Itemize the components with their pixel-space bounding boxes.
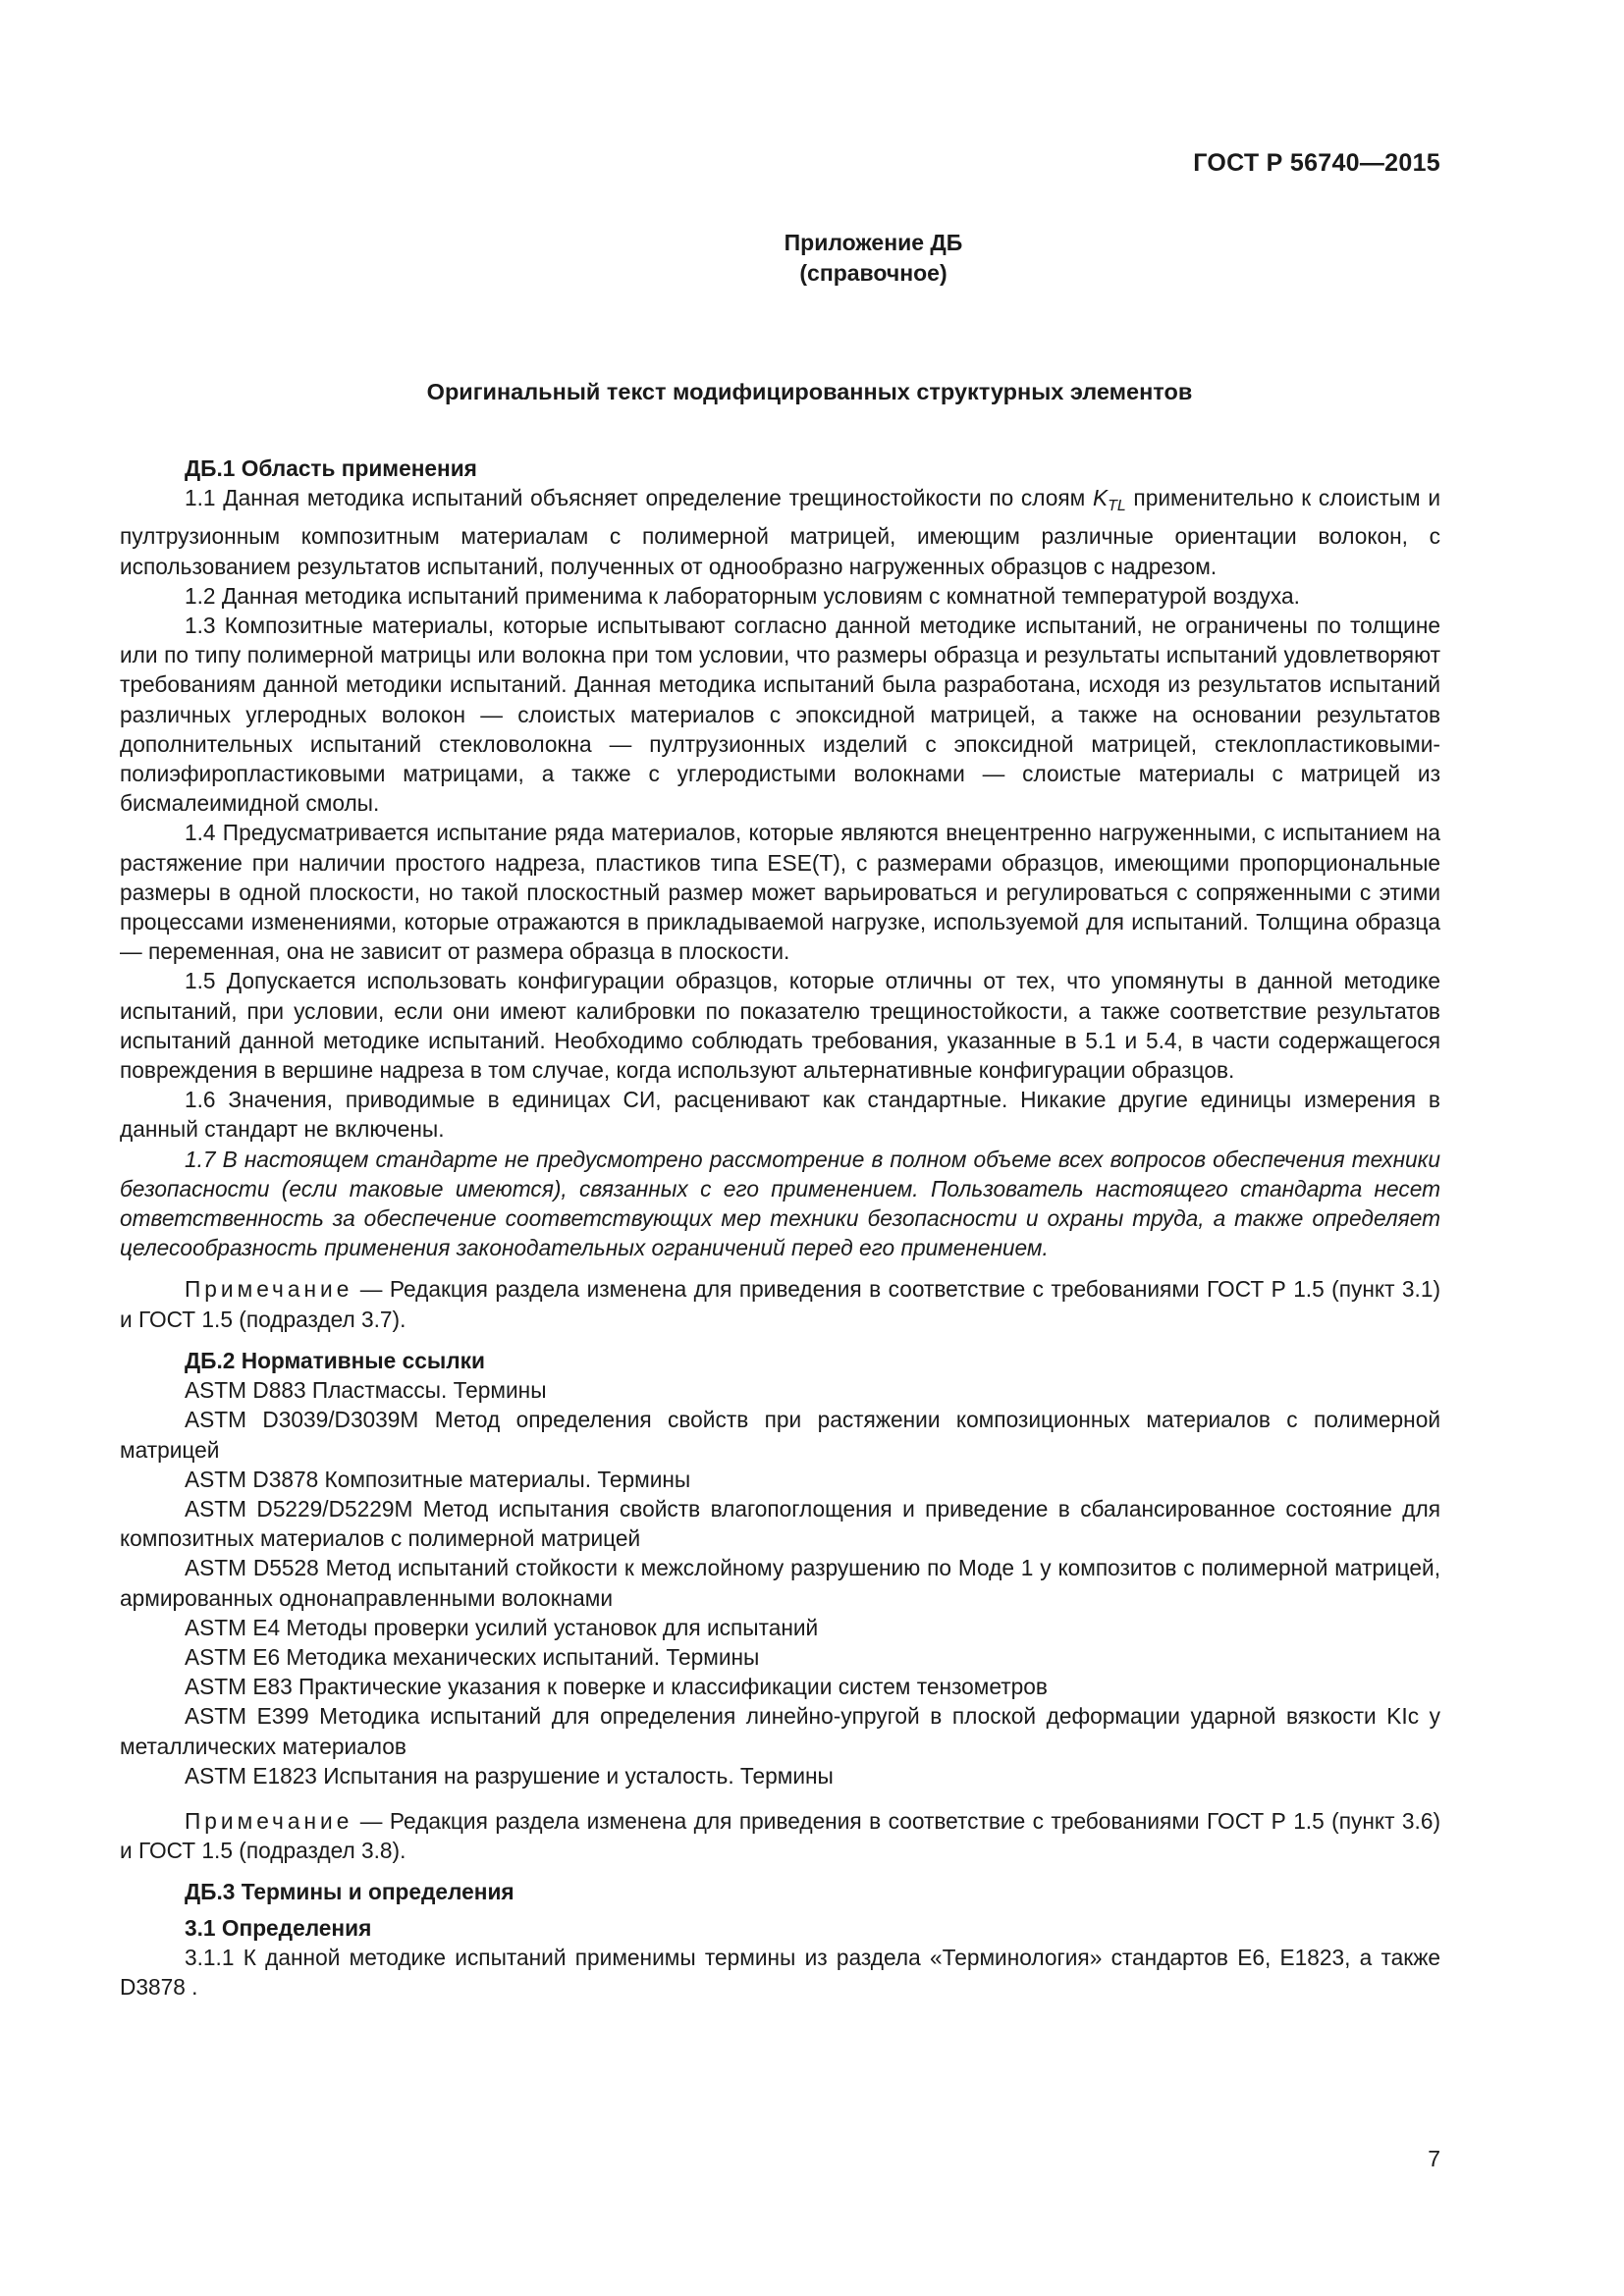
k-subscript: TL: [1108, 498, 1126, 515]
paragraph-3-1-1: 3.1.1 К данной методике испытаний применимы термины из раздела «Терминология» стандартов E6, E1823, а также D3878 .: [120, 1944, 1440, 2000]
paragraph-1-3: 1.3 Композитные материалы, которые испытывают согласно данной методике испытаний, не ограничены по толщине или по типу полимерной матрицы или волокна при том условии, что размеры образца и результаты испытаний удовлетворяют требованиям данной методики испытаний. Данная методика испытаний была разработана, исходя из результатов испытаний различных углеродных волокон — слоистых материалов с эпоксидной матрицей, а также на основании результатов дополнительных испытаний стекловолокна — пултрузионных изделий с эпоксидной матрицей, стеклопластиковыми-полиэфиропластиковыми матрицами, а также с углеродистыми волокнами — слоистые материалы с матрицей из бисмалеимидной смолы.: [120, 613, 1440, 817]
paragraph-1-6: 1.6 Значения, приводимые в единицах СИ, расценивают как стандартные. Никакие другие единицы измерения в данный стандарт не включены.: [120, 1087, 1440, 1143]
page-number: 7: [1428, 2146, 1440, 2171]
paragraph-1-7: 1.7 В настоящем стандарте не предусмотрено рассмотрение в полном объеме всех вопросов обеспечения техники безопасности (если таковые имеются), связанных с его применением. Пользователь настоящего стандарта несет ответственность за обеспечение соответствующих мер техники безопасности и охраны труда, а также определяет целесообразность применения законодательных ограничений перед его применением.: [120, 1146, 1440, 1261]
main-title: [120, 379, 1440, 405]
paragraph-1-5: 1.5 Допускается использовать конфигурации образцов, которые отличны от тех, что упомянуты в данной методике испытаний, при условии, если они имеют калибровки по показателю трещиностойкости, а также соответствие результатов испытаний данной методике испытаний. Необходимо соблюдать требования, указанные в 5.1 и 5.4, в части содержащегося повреждения в вершине надреза в том случае, когда используют альтернативные конфигурации образцов.: [120, 968, 1440, 1084]
subsection-3-1-heading: 3.1 Определения: [185, 1914, 372, 1941]
section-db2-heading: ДБ.2 Нормативные ссылки: [185, 1347, 485, 1373]
paragraph-1-2: 1.2 Данная методика испытаний применима к лабораторным условиям с комнатной температурой воздуха.: [185, 582, 1300, 609]
paragraph-1-1: [120, 483, 1440, 581]
reference-item: ASTM D3039/D3039M Метод определения свойств при растяжении композиционных материалов с полимерной матрицей: [120, 1407, 1440, 1463]
reference-item: ASTM E83 Практические указания к поверке и классификации систем тензометров: [185, 1674, 1048, 1700]
reference-item: ASTM E6 Методика механических испытаний. Термины: [185, 1643, 760, 1670]
note-label: Примечание: [185, 1807, 353, 1834]
reference-item: ASTM D5528 Метод испытаний стойкости к межслойному разрушению по Моде 1 у композитов с полимерной матрицей, армированных однонаправленными волокнами: [120, 1555, 1440, 1611]
appendix-title: Приложение ДБ: [784, 230, 963, 255]
note-db1: [120, 1274, 1440, 1333]
paragraph-1-4: 1.4 Предусматривается испытание ряда материалов, которые являются внецентренно нагруженными, с испытанием на растяжение при наличии простого надреза, пластиков типа ESE(T), с размерами образцов, имеющими пропорциональные размеры в одной плоскости, но такой плоскостный размер может варьироваться и регулироваться с сопряженными с этими процессами изменениями, которые отражаются в прикладываемой нагрузке, используемой для испытаний. Толщина образца — переменная, она не зависит от размера образца в плоскости.: [120, 820, 1440, 965]
reference-item: ASTM D883 Пластмассы. Термины: [185, 1377, 547, 1404]
note-text: — Редакция раздела изменена для приведения в соответствие с требованиями ГОСТ Р 1.5 (пункт 3.1) и ГОСТ 1.5 (подраздел 3.7).: [120, 1276, 1440, 1332]
section-db1-heading: ДБ.1 Область применения: [185, 455, 477, 481]
k-symbol: K: [1092, 485, 1109, 511]
document-body: [120, 454, 1440, 2002]
section-db3-heading: ДБ.3 Термины и определения: [185, 1879, 514, 1905]
paragraph-1-1-before: 1.1 Данная методика испытаний объясняет определение трещиностойкости по слоям: [185, 485, 1093, 511]
paragraph-1-1-after: применительно к слоистым и пултрузионным композитным материалам с полимерной матрицей, имеющим различные ориентации волокон, с использованием результатов испытаний, полученных от однообразно нагруженных образцов с надрезом.: [120, 485, 1441, 579]
reference-item: ASTM E1823 Испытания на разрушение и усталость. Термины: [185, 1762, 834, 1789]
main-title-text: Оригинальный текст модифицированных структурных элементов: [426, 379, 1193, 404]
note-db2: [120, 1806, 1440, 1865]
note-text: — Редакция раздела изменена для приведения в соответствие с требованиями ГОСТ Р 1.5 (пункт 3.6) и ГОСТ 1.5 (подраздел 3.8).: [120, 1807, 1440, 1864]
reference-item: ASTM E399 Методика испытаний для определения линейно-упругой в плоской деформации ударной вязкости KIc у металлических материалов: [120, 1703, 1440, 1759]
reference-item: ASTM D5229/D5229M Метод испытания свойств влагопоглощения и приведение в сбалансированное состояние для композитных материалов с полимерной матрицей: [120, 1495, 1440, 1552]
document-page: [120, 0, 1440, 2296]
appendix-heading: [120, 228, 1440, 289]
appendix-subtitle: (справочное): [799, 260, 947, 286]
standard-code: ГОСТ Р 56740—2015: [1193, 149, 1440, 177]
reference-item: ASTM E4 Методы проверки усилий установок для испытаний: [185, 1614, 819, 1640]
note-label: Примечание: [185, 1276, 353, 1303]
reference-item: ASTM D3878 Композитные материалы. Термины: [185, 1466, 691, 1492]
